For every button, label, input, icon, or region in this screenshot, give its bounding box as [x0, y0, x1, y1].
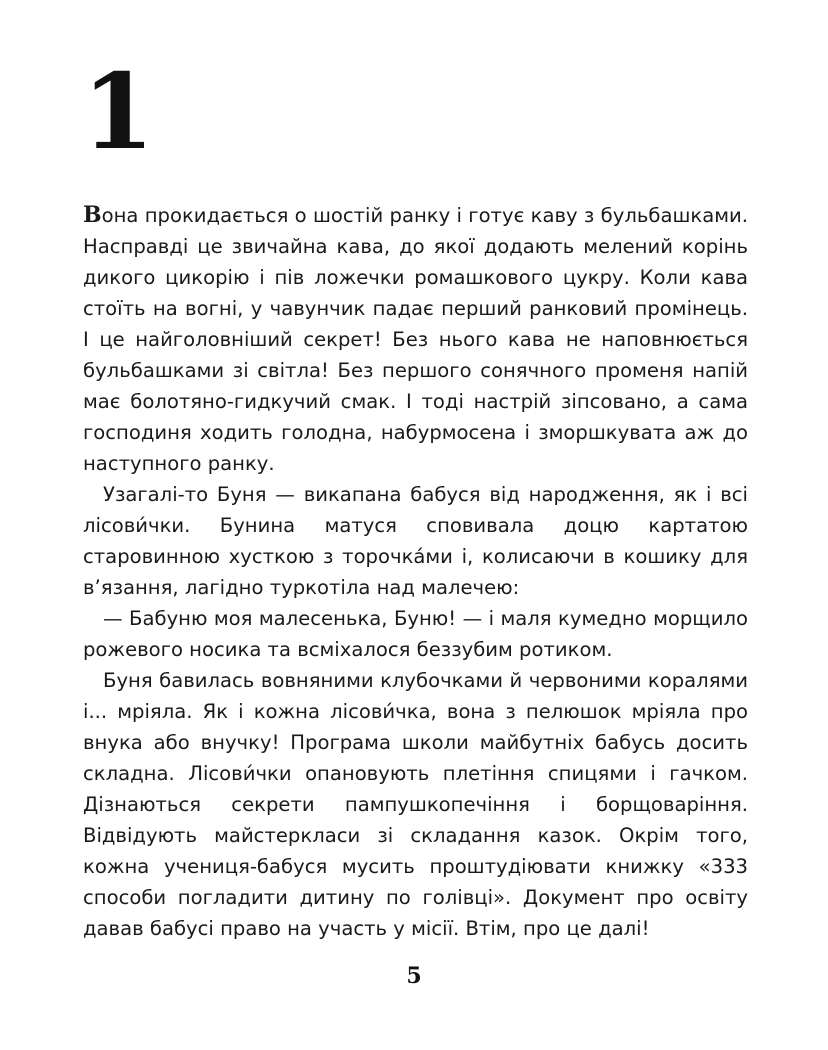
paragraph-1 — [83, 200, 748, 479]
drop-cap: В — [83, 202, 102, 228]
page-number: 5 — [406, 963, 422, 989]
chapter-body — [83, 200, 748, 944]
paragraph-1-text: она прокидається о шостій ранку і готує каву з бульбашками. Насправді це звичайна кава, до якої додають мелений корінь дикого цикорію і пів ложечки ромашкового цукру. Коли кава стоїть на вогні, у чавунчик падає перший ранковий промінець. І це найголовніший секрет! Без нього кава не наповнюється бульбашками зі світла! Без першого сонячного променя напій має болотяно-гидкучий смак. І тоді настрій зіпсовано, а сама господиня ходить голодна, набурмосена і зморшкувата аж до наступного ранку. — [83, 204, 748, 475]
chapter-number: 1 — [82, 50, 155, 173]
paragraph-4: Буня бавилась вовняними клубочками й червоними коралями і... мріяла. Як і кожна лісови́чка, вона з пелюшок мріяла про внука або внучку! Програма школи майбутніх бабусь досить складна. Лісови́чки опановують плетіння спицями і гачком. Дізнаються секрети пампушкопечіння і борщоваріння. Відвідують майстеркласи зі складання казок. Окрім того, кожна учениця-бабуся мусить проштудіювати книжку «333 способи погладити дитину по голівці». Документ про освіту давав бабусі право на участь у місії. Втім, про це далі! — [83, 669, 748, 940]
paragraph-2: Узагалі-то Буня — викапана бабуся від народження, як і всі лісови́чки. Бунина матуся сповивала доцю картатою старовинною хусткою з торочка́ми і, колисаючи в кошику для в’язання, лагідно туркотіла над малечею: — [83, 483, 748, 599]
paragraph-3-dialogue: — Бабуню моя малесенька, Буню! — і маля кумедно морщило рожевого носика та всміхалося беззубим ротиком. — [83, 607, 748, 661]
